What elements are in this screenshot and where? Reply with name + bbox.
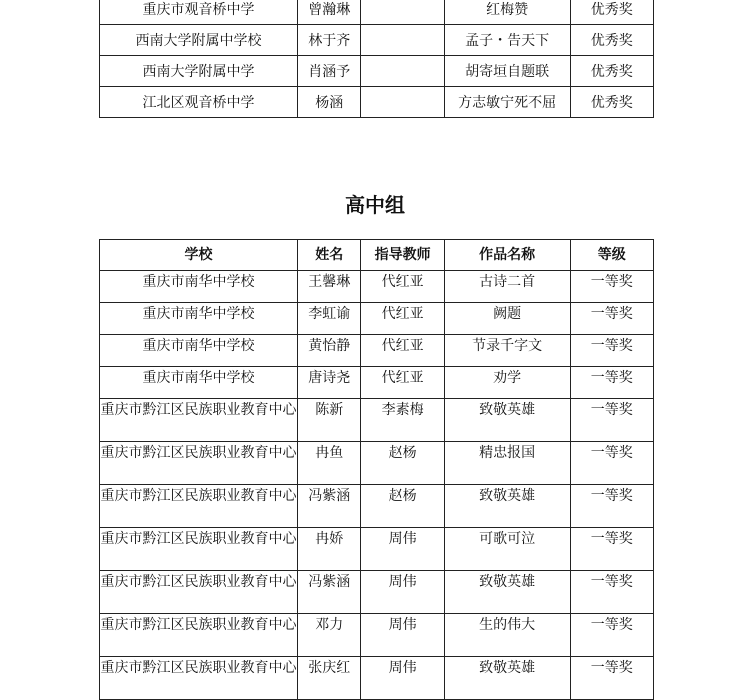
work-title-cell: 致敬英雄 [444, 485, 570, 528]
work-title-cell: 胡寄垣自题联 [444, 56, 570, 87]
student-name-cell: 冯紫涵 [298, 485, 361, 528]
table-row [100, 528, 654, 571]
student-name-cell: 曾瀚琳 [298, 0, 361, 25]
school-cell: 江北区观音桥中学 [100, 87, 298, 118]
student-name-cell: 张庆红 [298, 657, 361, 700]
teacher-cell: 李素梅 [361, 399, 444, 442]
table-row [100, 56, 654, 87]
teacher-cell [361, 0, 444, 25]
student-name-cell: 王馨琳 [298, 271, 361, 303]
work-title-cell: 方志敏宁死不屈 [444, 87, 570, 118]
teacher-cell [361, 87, 444, 118]
award-cell: 一等奖 [570, 485, 654, 528]
award-cell: 优秀奖 [570, 56, 654, 87]
school-cell: 重庆市黔江区民族职业教育中心 [100, 399, 298, 442]
teacher-cell: 周伟 [361, 614, 444, 657]
table-row [100, 614, 654, 657]
teacher-cell: 赵杨 [361, 485, 444, 528]
table-row [100, 571, 654, 614]
work-title-cell: 致敬英雄 [444, 571, 570, 614]
school-cell: 西南大学附属中学 [100, 56, 298, 87]
table-row [100, 303, 654, 335]
teacher-cell: 周伟 [361, 571, 444, 614]
header-award: 等级 [570, 240, 654, 271]
student-name-cell: 黄怡静 [298, 335, 361, 367]
work-title-cell: 致敬英雄 [444, 657, 570, 700]
header-name: 姓名 [298, 240, 361, 271]
work-title-cell: 阙题 [444, 303, 570, 335]
table-row [100, 485, 654, 528]
table-row [100, 657, 654, 700]
teacher-cell: 周伟 [361, 657, 444, 700]
award-cell: 一等奖 [570, 271, 654, 303]
student-name-cell: 冯紫涵 [298, 571, 361, 614]
header-work: 作品名称 [444, 240, 570, 271]
header-teacher: 指导教师 [361, 240, 444, 271]
table-row [100, 0, 654, 25]
school-cell: 重庆市观音桥中学 [100, 0, 298, 25]
teacher-cell: 赵杨 [361, 442, 444, 485]
school-cell: 重庆市黔江区民族职业教育中心 [100, 528, 298, 571]
school-cell: 重庆市南华中学校 [100, 367, 298, 399]
teacher-cell: 代红亚 [361, 367, 444, 399]
school-cell: 重庆市南华中学校 [100, 303, 298, 335]
school-cell: 西南大学附属中学校 [100, 25, 298, 56]
work-title-cell: 节录千字文 [444, 335, 570, 367]
award-cell: 一等奖 [570, 571, 654, 614]
table-row [100, 271, 654, 303]
table-row [100, 87, 654, 118]
table-row [100, 442, 654, 485]
work-title-cell: 生的伟大 [444, 614, 570, 657]
school-cell: 重庆市南华中学校 [100, 335, 298, 367]
award-cell: 一等奖 [570, 335, 654, 367]
work-title-cell: 古诗二首 [444, 271, 570, 303]
table-row [100, 25, 654, 56]
school-cell: 重庆市黔江区民族职业教育中心 [100, 614, 298, 657]
teacher-cell: 代红亚 [361, 335, 444, 367]
student-name-cell: 陈新 [298, 399, 361, 442]
school-cell: 重庆市黔江区民族职业教育中心 [100, 657, 298, 700]
section-title: 高中组 [345, 193, 405, 217]
student-name-cell: 邓力 [298, 614, 361, 657]
work-title-cell: 精忠报国 [444, 442, 570, 485]
senior-award-table [99, 239, 654, 700]
student-name-cell: 肖涵予 [298, 56, 361, 87]
award-cell: 一等奖 [570, 442, 654, 485]
student-name-cell: 唐诗尧 [298, 367, 361, 399]
award-cell: 优秀奖 [570, 25, 654, 56]
teacher-cell [361, 56, 444, 87]
teacher-cell: 代红亚 [361, 303, 444, 335]
table-row [100, 399, 654, 442]
student-name-cell: 冉娇 [298, 528, 361, 571]
work-title-cell: 可歌可泣 [444, 528, 570, 571]
student-name-cell: 杨涵 [298, 87, 361, 118]
award-cell: 一等奖 [570, 367, 654, 399]
student-name-cell: 冉鱼 [298, 442, 361, 485]
table-row [100, 335, 654, 367]
header-school: 学校 [100, 240, 298, 271]
junior-award-table-continued [99, 0, 654, 118]
work-title-cell: 劝学 [444, 367, 570, 399]
table-row [100, 367, 654, 399]
award-cell: 优秀奖 [570, 87, 654, 118]
award-cell: 一等奖 [570, 303, 654, 335]
award-cell: 一等奖 [570, 657, 654, 700]
school-cell: 重庆市黔江区民族职业教育中心 [100, 442, 298, 485]
student-name-cell: 李虹谕 [298, 303, 361, 335]
school-cell: 重庆市南华中学校 [100, 271, 298, 303]
table-header-row [100, 240, 654, 271]
work-title-cell: 致敬英雄 [444, 399, 570, 442]
award-cell: 一等奖 [570, 399, 654, 442]
school-cell: 重庆市黔江区民族职业教育中心 [100, 485, 298, 528]
award-cell: 一等奖 [570, 614, 654, 657]
teacher-cell: 周伟 [361, 528, 444, 571]
student-name-cell: 林于齐 [298, 25, 361, 56]
teacher-cell [361, 25, 444, 56]
school-cell: 重庆市黔江区民族职业教育中心 [100, 571, 298, 614]
teacher-cell: 代红亚 [361, 271, 444, 303]
award-cell: 一等奖 [570, 528, 654, 571]
work-title-cell: 孟子・告天下 [444, 25, 570, 56]
work-title-cell: 红梅赞 [444, 0, 570, 25]
award-cell: 优秀奖 [570, 0, 654, 25]
